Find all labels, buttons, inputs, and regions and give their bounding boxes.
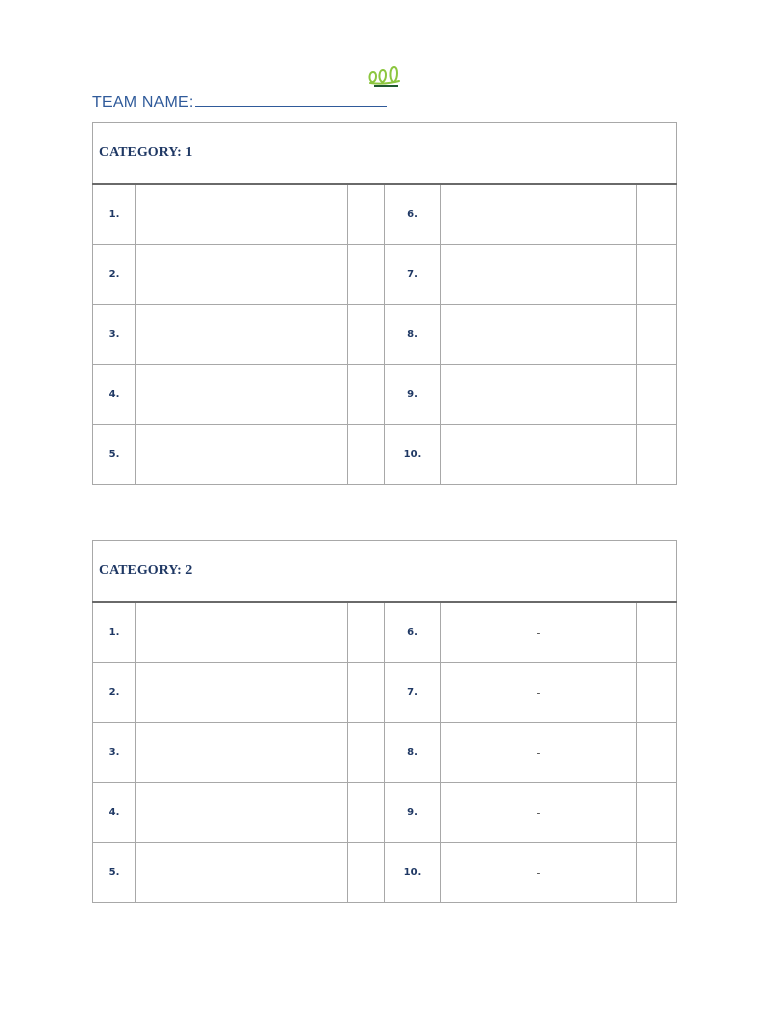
logo-icon [366, 62, 406, 92]
item-number: 6. [385, 602, 441, 663]
item-number: 2. [93, 245, 136, 305]
item-number: 7. [385, 663, 441, 723]
table-row [93, 245, 677, 305]
item-number: 10. [385, 843, 441, 903]
item-number: 5. [93, 425, 136, 485]
answer-cell [136, 365, 348, 425]
item-number: 6. [385, 184, 441, 245]
score-cell [637, 365, 677, 425]
category-title: CATEGORY: 2 [93, 541, 677, 603]
item-number: 3. [93, 305, 136, 365]
answer-cell [136, 783, 348, 843]
answer-cell [441, 365, 637, 425]
answer-cell: - [441, 843, 637, 903]
score-cell [637, 245, 677, 305]
table-row [93, 723, 677, 783]
answer-cell [136, 425, 348, 485]
answer-cell [441, 305, 637, 365]
answer-cell [441, 245, 637, 305]
table-row [93, 783, 677, 843]
category-title: CATEGORY: 1 [93, 123, 677, 185]
score-cell [348, 305, 385, 365]
score-cell [348, 365, 385, 425]
table-row [93, 184, 677, 245]
score-cell [348, 245, 385, 305]
table-row [93, 425, 677, 485]
item-number: 4. [93, 783, 136, 843]
item-number: 8. [385, 723, 441, 783]
answer-cell [136, 843, 348, 903]
category-table-2 [92, 540, 677, 903]
item-number: 2. [93, 663, 136, 723]
item-number: 9. [385, 365, 441, 425]
score-cell [348, 425, 385, 485]
answer-cell [441, 184, 637, 245]
answer-cell [136, 184, 348, 245]
answer-cell: - [441, 723, 637, 783]
item-number: 9. [385, 783, 441, 843]
score-cell [348, 843, 385, 903]
score-cell [348, 184, 385, 245]
answer-cell: - [441, 663, 637, 723]
item-number: 5. [93, 843, 136, 903]
team-name-field [92, 92, 387, 112]
item-number: 8. [385, 305, 441, 365]
answer-cell [136, 305, 348, 365]
answer-cell [136, 723, 348, 783]
score-cell [637, 305, 677, 365]
answer-cell: - [441, 602, 637, 663]
answer-cell [136, 663, 348, 723]
score-cell [348, 663, 385, 723]
score-cell [637, 663, 677, 723]
item-number: 10. [385, 425, 441, 485]
score-cell [348, 602, 385, 663]
score-cell [348, 723, 385, 783]
table-row [93, 843, 677, 903]
item-number: 4. [93, 365, 136, 425]
table-row [93, 602, 677, 663]
table-row [93, 365, 677, 425]
item-number: 7. [385, 245, 441, 305]
score-cell [637, 425, 677, 485]
answer-cell: - [441, 783, 637, 843]
table-row [93, 663, 677, 723]
score-cell [637, 602, 677, 663]
score-cell [637, 843, 677, 903]
answer-cell [136, 602, 348, 663]
score-cell [637, 783, 677, 843]
table-row [93, 305, 677, 365]
answer-cell [136, 245, 348, 305]
team-name-label: TEAM NAME: [92, 94, 194, 111]
score-cell [348, 783, 385, 843]
item-number: 3. [93, 723, 136, 783]
score-cell [637, 184, 677, 245]
item-number: 1. [93, 184, 136, 245]
score-cell [637, 723, 677, 783]
team-name-underline [195, 92, 387, 107]
answer-cell [441, 425, 637, 485]
category-table-1 [92, 122, 677, 485]
item-number: 1. [93, 602, 136, 663]
